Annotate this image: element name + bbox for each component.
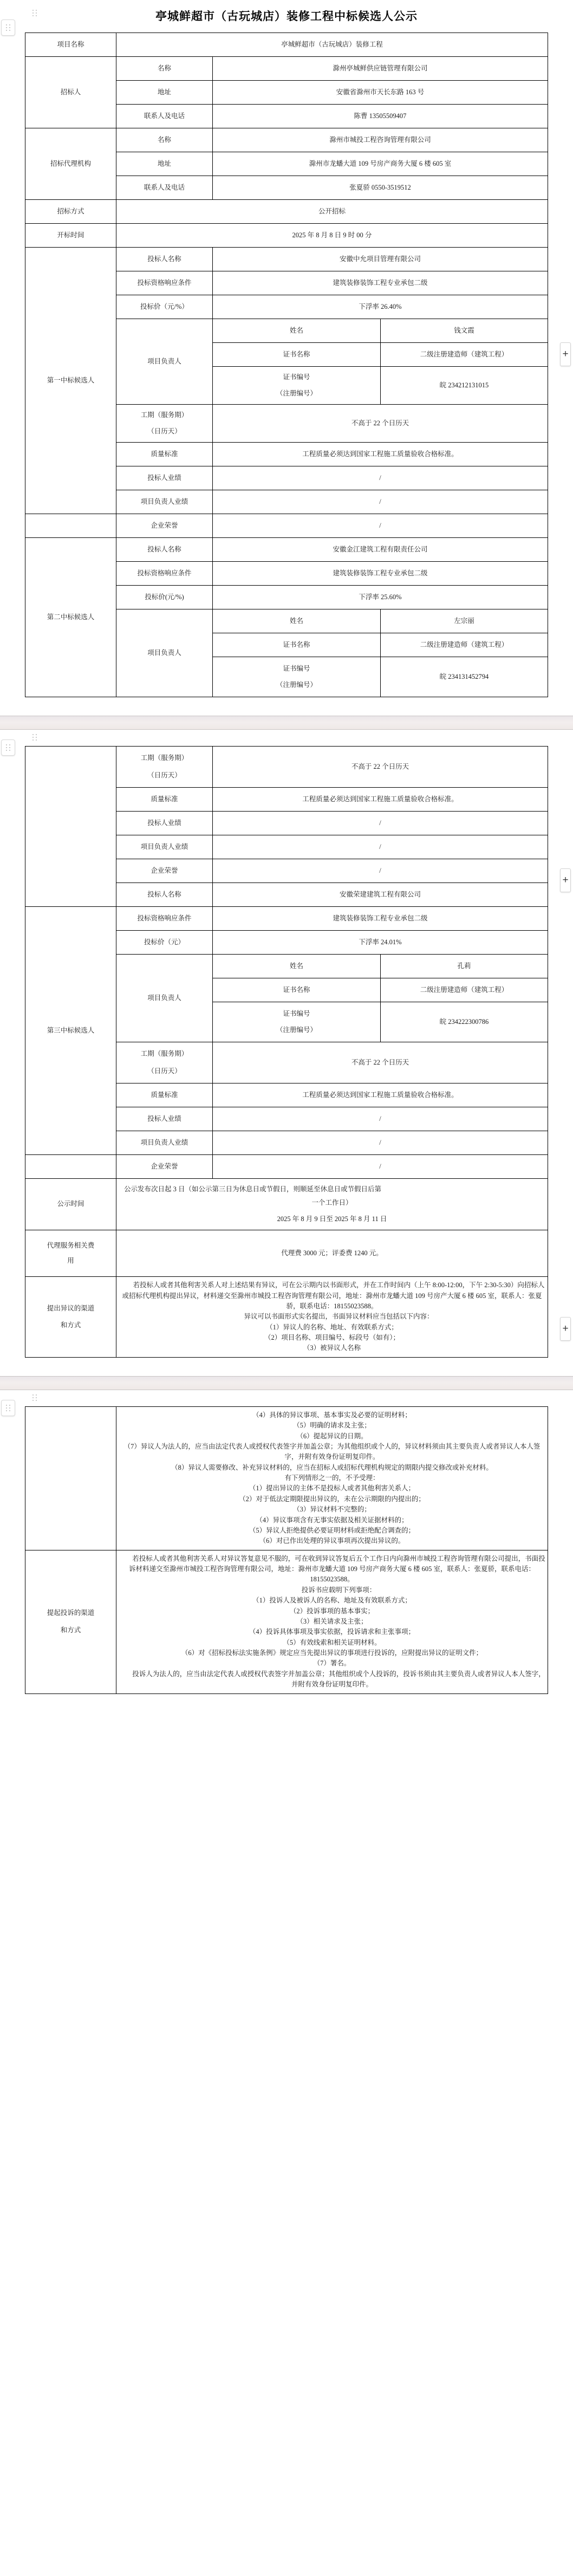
value-bid-price-3: 下浮率 24.01% bbox=[213, 931, 548, 955]
label-cert-no-line2: （注册编号） bbox=[276, 680, 317, 689]
grip-dots-icon bbox=[6, 744, 11, 751]
value-qualification-3: 建筑装修装饰工程专业承包二级 bbox=[213, 907, 548, 931]
label-manager-perf-1: 项目负责人业绩 bbox=[116, 490, 213, 514]
table-row bbox=[25, 1179, 548, 1230]
table-row bbox=[25, 224, 548, 248]
label-objection-line1: 提出异议的渠道 bbox=[47, 1304, 95, 1312]
page2-drag-handle-outer[interactable] bbox=[1, 739, 15, 756]
page-title: 亭城鲜超市（古玩城店）装修工程中标候选人公示 bbox=[155, 10, 418, 23]
label-quality-1: 质量标准 bbox=[116, 443, 213, 466]
value-bid-method: 公开招标 bbox=[116, 200, 548, 224]
value-manager-perf-1: / bbox=[213, 490, 548, 514]
document-page-3 bbox=[0, 1390, 573, 1712]
page3-drag-handle-outer[interactable] bbox=[1, 1400, 15, 1416]
label-tenderer-name: 名称 bbox=[116, 57, 213, 81]
document-page-1 bbox=[0, 0, 573, 716]
label-complaint-channel bbox=[25, 1550, 116, 1693]
zoom-in-button-1[interactable]: + bbox=[560, 342, 571, 366]
label-bid-method: 招标方式 bbox=[25, 200, 116, 224]
label-cert-name-1: 证书名称 bbox=[213, 343, 381, 367]
objection-paragraph-1: 若投标人或者其他利害关系人对上述结果有异议，可在公示期内以书面形式，并在工作时间内（上午 8:00-12:00，下午 2:30-5:30）向招标人或招标代理机构提出异议，材料递交至滁州市城投工程咨询管理有限公司，地址：滁州市龙蟠大道 109 号房产大厦 6 楼 605 室，联系人：张夏骄，联系电话：18155023588。 bbox=[122, 1281, 545, 1310]
label-duration-line1: 工期（服务期） bbox=[140, 1050, 188, 1058]
value-duration-3: 不高于 22 个日历天 bbox=[213, 1042, 548, 1083]
value-open-time: 2025 年 8 月 8 日 9 时 00 分 bbox=[116, 224, 548, 248]
label-complaint-line2: 和方式 bbox=[60, 1626, 81, 1634]
table-row bbox=[25, 57, 548, 81]
objection-not-accepted-title: 有下列情形之一的，不予受理： bbox=[284, 1474, 380, 1482]
label-open-time: 开标时间 bbox=[25, 224, 116, 248]
label-agency: 招标代理机构 bbox=[25, 128, 116, 200]
table-row bbox=[25, 538, 548, 562]
value-cert-name-1: 二级注册建造师（建筑工程） bbox=[381, 343, 548, 367]
value-bidder-name-1: 安徽中允项目管理有限公司 bbox=[213, 248, 548, 271]
complaint-item-7: （7）署名。 bbox=[313, 1659, 351, 1667]
label-manager-name-3: 姓名 bbox=[213, 955, 381, 978]
label-bidder-perf-1: 投标人业绩 bbox=[116, 466, 213, 490]
label-duration-1 bbox=[116, 405, 213, 443]
label-qualification-1: 投标资格响应条件 bbox=[116, 271, 213, 295]
complaint-item-3: （3）相关请求及主张； bbox=[296, 1617, 368, 1625]
value-manager-perf-3: / bbox=[213, 1131, 548, 1155]
complaint-paragraph-2: 投诉书应载明下列事项： bbox=[301, 1586, 376, 1594]
value-bidder-name-3-a: 安徽荣建建筑工程有限公司 bbox=[213, 883, 548, 907]
value-agency-fee: 代理费 3000 元；评委费 1240 元。 bbox=[116, 1230, 548, 1277]
label-project-manager-3: 项目负责人 bbox=[116, 955, 213, 1042]
bid-announcement-table-page1 bbox=[25, 33, 548, 697]
label-complaint-line1: 提起投诉的渠道 bbox=[47, 1609, 95, 1617]
label-bid-price-2: 投标价(元/%) bbox=[116, 586, 213, 609]
value-honor-3: / bbox=[213, 1155, 548, 1179]
label-project-manager-2: 项目负责人 bbox=[116, 609, 213, 697]
value-manager-perf-2: / bbox=[213, 835, 548, 859]
zoom-in-button-2[interactable]: + bbox=[560, 868, 571, 892]
zoom-in-button-3[interactable]: + bbox=[560, 1317, 571, 1341]
complaint-item-1: （1）投诉人及被诉人的名称、地址及有效联系方式； bbox=[252, 1597, 412, 1605]
table-row bbox=[25, 747, 548, 788]
label-objection-line2: 和方式 bbox=[60, 1321, 81, 1329]
page-separator-2 bbox=[0, 1376, 573, 1390]
label-bidder-name-2: 投标人名称 bbox=[116, 538, 213, 562]
label-qualification-2: 投标资格响应条件 bbox=[116, 562, 213, 586]
value-bid-price-2: 下浮率 25.60% bbox=[213, 586, 548, 609]
complaint-paragraph-1: 若投标人或者其他利害关系人对异议答复意见不服的，可在收到异议答复后五个工作日内向滁州市城投工程咨询管理有限公司提出，书面投诉材料递交至滁州市城投工程咨询管理有限公司，地址：滁州市龙蟠大道 109 号房产商务大厦 6 楼 605 室，联系人：张夏骄，联系电话：18155023588。 bbox=[128, 1554, 545, 1584]
value-agency-address: 滁州市龙蟠大道 109 号房产商务大厦 6 楼 605 室 bbox=[213, 152, 548, 176]
objection-item-3: （3）被异议人名称 bbox=[303, 1344, 361, 1352]
label-agency-name: 名称 bbox=[116, 128, 213, 152]
label-agency-contact: 联系人及电话 bbox=[116, 176, 213, 200]
label-cert-no-1 bbox=[213, 367, 381, 405]
objection-paragraph-2: 异议可以书面形式实名提出，书面异议材料应当包括以下内容： bbox=[244, 1313, 434, 1321]
value-qualification-2: 建筑装修装饰工程专业承包二级 bbox=[213, 562, 548, 586]
label-manager-name-2: 姓名 bbox=[213, 609, 381, 633]
value-bidder-name-2: 安徽金江建筑工程有限责任公司 bbox=[213, 538, 548, 562]
table-row bbox=[25, 1277, 548, 1358]
label-duration-line2: （日历天） bbox=[147, 771, 181, 779]
value-project-name: 亭城鲜超市（古玩城店）装修工程 bbox=[116, 33, 548, 57]
complaint-item-2: （2）投诉事项的基本事实； bbox=[289, 1607, 375, 1615]
grip-dots-icon-inner[interactable] bbox=[32, 10, 37, 17]
value-bidder-perf-2: / bbox=[213, 812, 548, 835]
label-objection-channel-cont bbox=[25, 1406, 116, 1550]
value-cert-name-3: 二级注册建造师（建筑工程） bbox=[381, 978, 548, 1002]
label-agency-fee bbox=[25, 1230, 116, 1277]
value-objection-continued bbox=[116, 1406, 548, 1550]
value-objection-channel bbox=[116, 1277, 548, 1358]
label-project-manager-1: 项目负责人 bbox=[116, 319, 213, 405]
objection-item-6: （6）提起异议的日期。 bbox=[296, 1432, 368, 1440]
bid-announcement-table-page3 bbox=[25, 1406, 548, 1694]
table-row bbox=[25, 514, 548, 538]
label-agency-fee-line1: 代理服务相关费 bbox=[47, 1242, 95, 1250]
label-bidder-perf-2: 投标人业绩 bbox=[116, 812, 213, 835]
value-cert-no-3: 皖 234222300786 bbox=[381, 1002, 548, 1042]
not-accepted-item-5: （5）异议人拒绝提供必要证明材料或拒绝配合调查的； bbox=[249, 1526, 415, 1534]
publicity-line3: 2025 年 8 月 9 日至 2025 年 8 月 11 日 bbox=[277, 1215, 387, 1223]
table-row bbox=[25, 33, 548, 57]
label-cert-no-line1: 证书编号 bbox=[283, 373, 310, 381]
value-qualification-1: 建筑装修装饰工程专业承包二级 bbox=[213, 271, 548, 295]
bid-announcement-table-page2 bbox=[25, 746, 548, 1358]
label-duration-3 bbox=[116, 1042, 213, 1083]
table-row bbox=[25, 1230, 548, 1277]
not-accepted-item-6: （6）对已作出处理的异议事项再次提出异议的。 bbox=[259, 1537, 405, 1545]
value-cert-no-2: 皖 234131452794 bbox=[381, 657, 548, 697]
value-manager-name-3: 孔莉 bbox=[381, 955, 548, 978]
grip-dots-icon bbox=[6, 1405, 11, 1412]
document-page-2 bbox=[0, 730, 573, 1376]
table-row bbox=[25, 1406, 548, 1550]
label-tenderer-contact: 联系人及电话 bbox=[116, 105, 213, 128]
label-cert-name-2: 证书名称 bbox=[213, 633, 381, 657]
table-row bbox=[25, 1155, 548, 1179]
label-bid-price-3: 投标价（元） bbox=[116, 931, 213, 955]
label-duration-line2: （日历天） bbox=[147, 1067, 181, 1075]
label-honor-1: 企业荣誉 bbox=[116, 514, 213, 538]
value-duration-1: 不高于 22 个日历天 bbox=[213, 405, 548, 443]
value-quality-2: 工程质量必须达到国家工程施工质量验收合格标准。 bbox=[213, 788, 548, 812]
not-accepted-item-4: （4）异议事项含有无事实依据及相关证据材料的； bbox=[256, 1516, 408, 1524]
label-quality-3: 质量标准 bbox=[116, 1083, 213, 1107]
not-accepted-item-3: （3）异议材料不完整的； bbox=[293, 1506, 371, 1514]
value-manager-name-2: 左宗丽 bbox=[381, 609, 548, 633]
label-duration-2 bbox=[116, 747, 213, 788]
label-agency-fee-line2: 用 bbox=[67, 1256, 74, 1264]
value-tenderer-name: 滁州亭城鲜供应链管理有限公司 bbox=[213, 57, 548, 81]
complaint-final-paragraph: 投诉人为法人的，应当由法定代表人或授权代表签字并加盖公章；其他组织或个人投诉的，投诉书须由其主要负责人或者异议人本人签字，并附有效身份证明复印件。 bbox=[132, 1670, 545, 1689]
page-drag-handle-outer[interactable] bbox=[1, 20, 15, 36]
value-quality-3: 工程质量必须达到国家工程施工质量验收合格标准。 bbox=[213, 1083, 548, 1107]
objection-item-2: （2）项目名称、项目编号、标段号（如有）； bbox=[264, 1334, 400, 1341]
label-manager-name-1: 姓名 bbox=[213, 319, 381, 343]
label-cert-name-3: 证书名称 bbox=[213, 978, 381, 1002]
label-manager-perf-3: 项目负责人业绩 bbox=[116, 1131, 213, 1155]
value-cert-no-1: 皖 234212131015 bbox=[381, 367, 548, 405]
value-tenderer-contact: 陈曹 13505509407 bbox=[213, 105, 548, 128]
table-row bbox=[25, 128, 548, 152]
label-cert-no-line2: （注册编号） bbox=[276, 389, 317, 397]
objection-item-7: （7）异议人为法人的，应当由法定代表人或授权代表签字并加盖公章；为其他组织或个人的，异议材料须由其主要负责人或者异议人本人签字，并附有效身份证明复印件。 bbox=[123, 1442, 541, 1461]
label-candidate-1: 第一中标候选人 bbox=[25, 248, 116, 514]
complaint-item-4: （4）投诉具体事项及事实依据，投诉请求和主张事项； bbox=[249, 1628, 415, 1636]
value-duration-2: 不高于 22 个日历天 bbox=[213, 747, 548, 788]
value-tenderer-address: 安徽省滁州市天长东路 163 号 bbox=[213, 81, 548, 105]
complaint-item-5: （5）有效线索和相关证明材料。 bbox=[283, 1638, 381, 1646]
value-bid-price-1: 下浮率 26.40% bbox=[213, 295, 548, 319]
table-row bbox=[25, 907, 548, 931]
grip-dots-icon-inner[interactable] bbox=[32, 1394, 37, 1401]
label-honor-3: 企业荣誉 bbox=[116, 1155, 213, 1179]
value-quality-1: 工程质量必须达到国家工程施工质量验收合格标准。 bbox=[213, 443, 548, 466]
label-tenderer-address: 地址 bbox=[116, 81, 213, 105]
label-quality-2: 质量标准 bbox=[116, 788, 213, 812]
objection-item-1: （1）异议人的名称、地址、有效联系方式； bbox=[266, 1323, 398, 1331]
label-duration-line1: 工期（服务期） bbox=[140, 754, 188, 762]
value-complaint-channel bbox=[116, 1550, 548, 1693]
table-row bbox=[25, 248, 548, 271]
value-honor-2: / bbox=[213, 859, 548, 883]
label-cert-no-3 bbox=[213, 1002, 381, 1042]
label-bidder-name-3-a: 投标人名称 bbox=[116, 883, 213, 907]
value-publicity-time bbox=[116, 1179, 548, 1230]
label-cert-no-line1: 证书编号 bbox=[283, 665, 310, 673]
table-row bbox=[25, 200, 548, 224]
value-agency-contact: 张夏骄 0550-3519512 bbox=[213, 176, 548, 200]
label-duration-line1: 工期（服务期） bbox=[140, 411, 188, 419]
value-agency-name: 滁州市城投工程咨询管理有限公司 bbox=[213, 128, 548, 152]
page-separator-1 bbox=[0, 716, 573, 730]
objection-item-8: （8）异议人需要修改、补充异议材料的，应当在招标人或招标代理机构规定的期限内提交修改或补充材料。 bbox=[171, 1463, 493, 1471]
objection-item-4: （4）具体的异议事项、基本事实及必要的证明材料； bbox=[252, 1411, 412, 1419]
label-project-name: 项目名称 bbox=[25, 33, 116, 57]
value-honor-1: / bbox=[213, 514, 548, 538]
label-bidder-name-1: 投标人名称 bbox=[116, 248, 213, 271]
not-accepted-item-1: （1）提出异议的主体不是投标人或者其他利害关系人； bbox=[249, 1484, 415, 1493]
publicity-line2: 一个工作日） bbox=[311, 1199, 353, 1207]
grip-dots-icon-inner[interactable] bbox=[32, 734, 37, 741]
label-cert-no-2 bbox=[213, 657, 381, 697]
label-candidate-3-honor-spacer bbox=[25, 1155, 116, 1179]
label-duration-line2: （日历天） bbox=[147, 427, 181, 435]
label-bidder-perf-3: 投标人业绩 bbox=[116, 1107, 213, 1131]
label-agency-address: 地址 bbox=[116, 152, 213, 176]
value-bidder-perf-3: / bbox=[213, 1107, 548, 1131]
label-candidate-2-cont bbox=[25, 747, 116, 907]
value-bidder-perf-1: / bbox=[213, 466, 548, 490]
publicity-line1: 公示发布次日起 3 日（如公示第三日为休息日或节假日，则顺延至休息日或节假日后第 bbox=[124, 1185, 382, 1193]
not-accepted-item-2: （2）对于低法定期限提出异议的，未在公示期限的内提出的； bbox=[239, 1495, 425, 1503]
value-manager-name-1: 钱文霞 bbox=[381, 319, 548, 343]
grip-dots-icon bbox=[6, 24, 11, 31]
label-tenderer: 招标人 bbox=[25, 57, 116, 128]
label-publicity-time: 公示时间 bbox=[25, 1179, 116, 1230]
label-cert-no-line1: 证书编号 bbox=[283, 1010, 310, 1018]
label-cert-no-line2: （注册编号） bbox=[276, 1026, 317, 1034]
label-objection-channel bbox=[25, 1277, 116, 1358]
label-candidate-2: 第二中标候选人 bbox=[25, 538, 116, 697]
value-cert-name-2: 二级注册建造师（建筑工程） bbox=[381, 633, 548, 657]
label-qualification-3: 投标资格响应条件 bbox=[116, 907, 213, 931]
label-bid-price-1: 投标价（元/%） bbox=[116, 295, 213, 319]
table-row bbox=[25, 1550, 548, 1693]
objection-item-5: （5）明确的请求及主张； bbox=[293, 1422, 371, 1430]
complaint-item-6: （6）对《招标投标法实施条例》规定应当先提出异议的事项进行投诉的，应附提出异议的证明文件； bbox=[181, 1649, 483, 1657]
label-candidate-1-honor-spacer bbox=[25, 514, 116, 538]
label-honor-2: 企业荣誉 bbox=[116, 859, 213, 883]
label-candidate-3: 第三中标候选人 bbox=[25, 907, 116, 1155]
label-manager-perf-2: 项目负责人业绩 bbox=[116, 835, 213, 859]
